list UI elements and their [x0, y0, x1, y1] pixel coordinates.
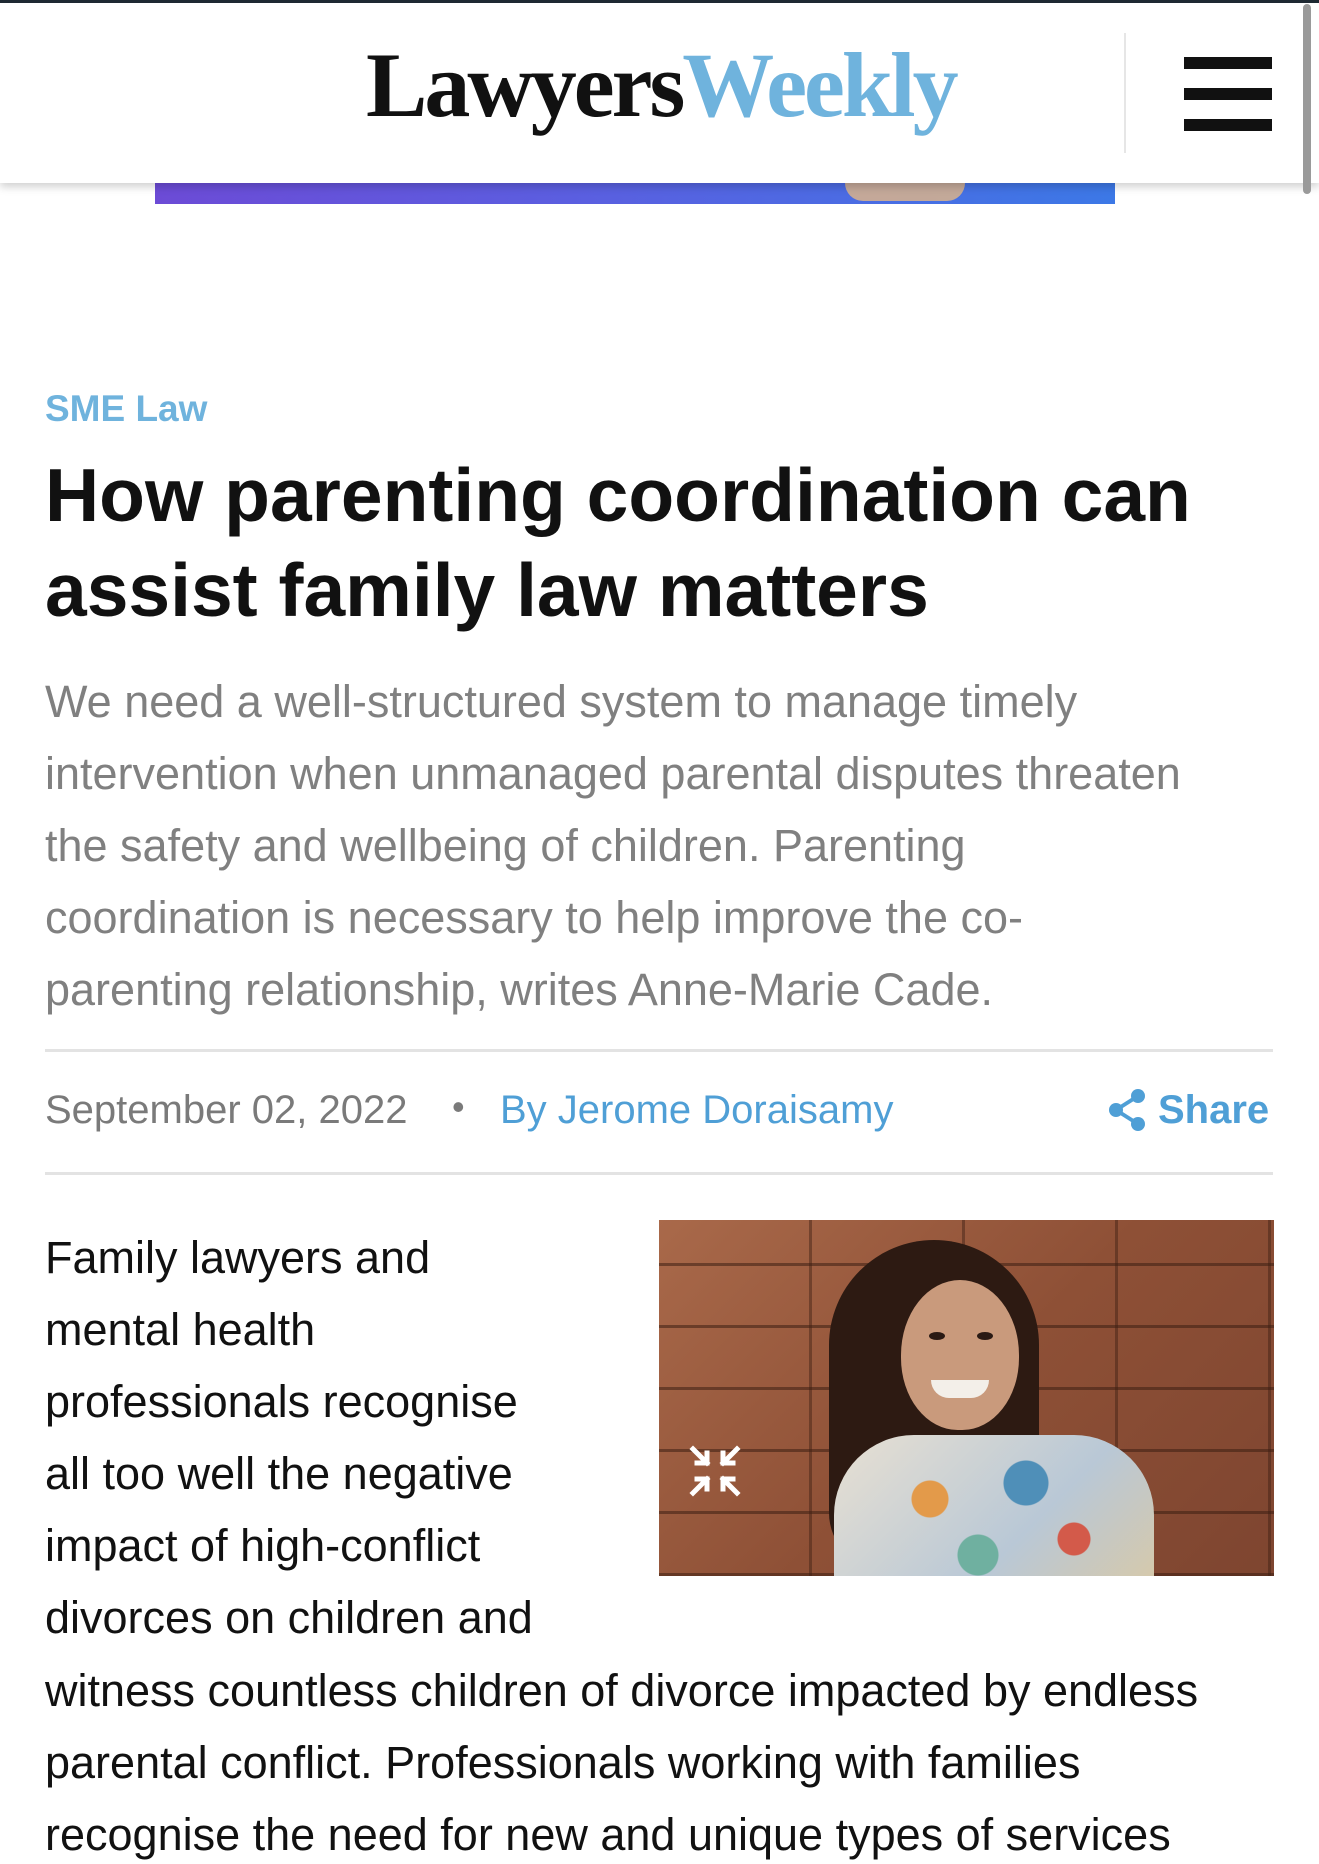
share-button[interactable] — [1108, 1086, 1269, 1134]
title-line: assist family law matters — [45, 548, 929, 632]
share-label: Share — [1158, 1087, 1270, 1132]
site-logo[interactable] — [366, 34, 956, 136]
divider — [45, 1172, 1273, 1175]
lede-line: parenting relationship, writes Anne-Marie Cade. — [45, 964, 994, 1015]
author-photo[interactable] — [659, 1220, 1274, 1576]
hamburger-icon[interactable] — [1184, 53, 1272, 133]
scrollbar[interactable] — [1303, 4, 1311, 194]
body-line: impact of high-conflict — [45, 1520, 481, 1571]
body-line: divorces on children and — [45, 1592, 533, 1643]
body-line: mental health — [45, 1304, 316, 1355]
banner-image — [845, 183, 965, 201]
body-line: Family lawyers and — [45, 1232, 431, 1283]
collapse-icon[interactable] — [689, 1445, 741, 1497]
publish-date: September 02, 2022 — [45, 1088, 408, 1132]
header-divider — [1124, 33, 1126, 153]
title-line: How parenting coordination can — [45, 453, 1191, 537]
person-clothing — [834, 1435, 1154, 1576]
body-line: professionals recognise — [45, 1376, 518, 1427]
article-lede — [45, 666, 1285, 1026]
author-link[interactable]: By Jerome Doraisamy — [500, 1088, 894, 1132]
logo-part-weekly: Weekly — [682, 34, 956, 136]
site-header — [0, 3, 1319, 183]
person-face — [901, 1280, 1019, 1430]
article-title — [45, 448, 1285, 638]
lede-line: coordination is necessary to help improve the co- — [45, 892, 1024, 943]
body-line: all too well the negative — [45, 1448, 513, 1499]
logo-part-lawyers: Lawyers — [366, 34, 683, 136]
lede-line: intervention when unmanaged parental disputes threaten — [45, 748, 1181, 799]
share-icon — [1108, 1089, 1146, 1131]
divider — [45, 1049, 1273, 1052]
body-line: witness countless children of divorce impacted by endless — [45, 1665, 1199, 1716]
article-category[interactable]: SME Law — [45, 388, 208, 429]
advertisement-banner[interactable] — [155, 183, 1115, 204]
body-line: recognise the need for new and unique types of services — [45, 1809, 1171, 1860]
body-line: parental conflict. Professionals working with families — [45, 1737, 1081, 1788]
article-body-intro — [45, 1222, 605, 1654]
lede-line: We need a well-structured system to manage timely — [45, 676, 1078, 727]
lede-line: the safety and wellbeing of children. Parenting — [45, 820, 966, 871]
article-body — [45, 1655, 1285, 1864]
meta-separator: • — [452, 1086, 465, 1127]
